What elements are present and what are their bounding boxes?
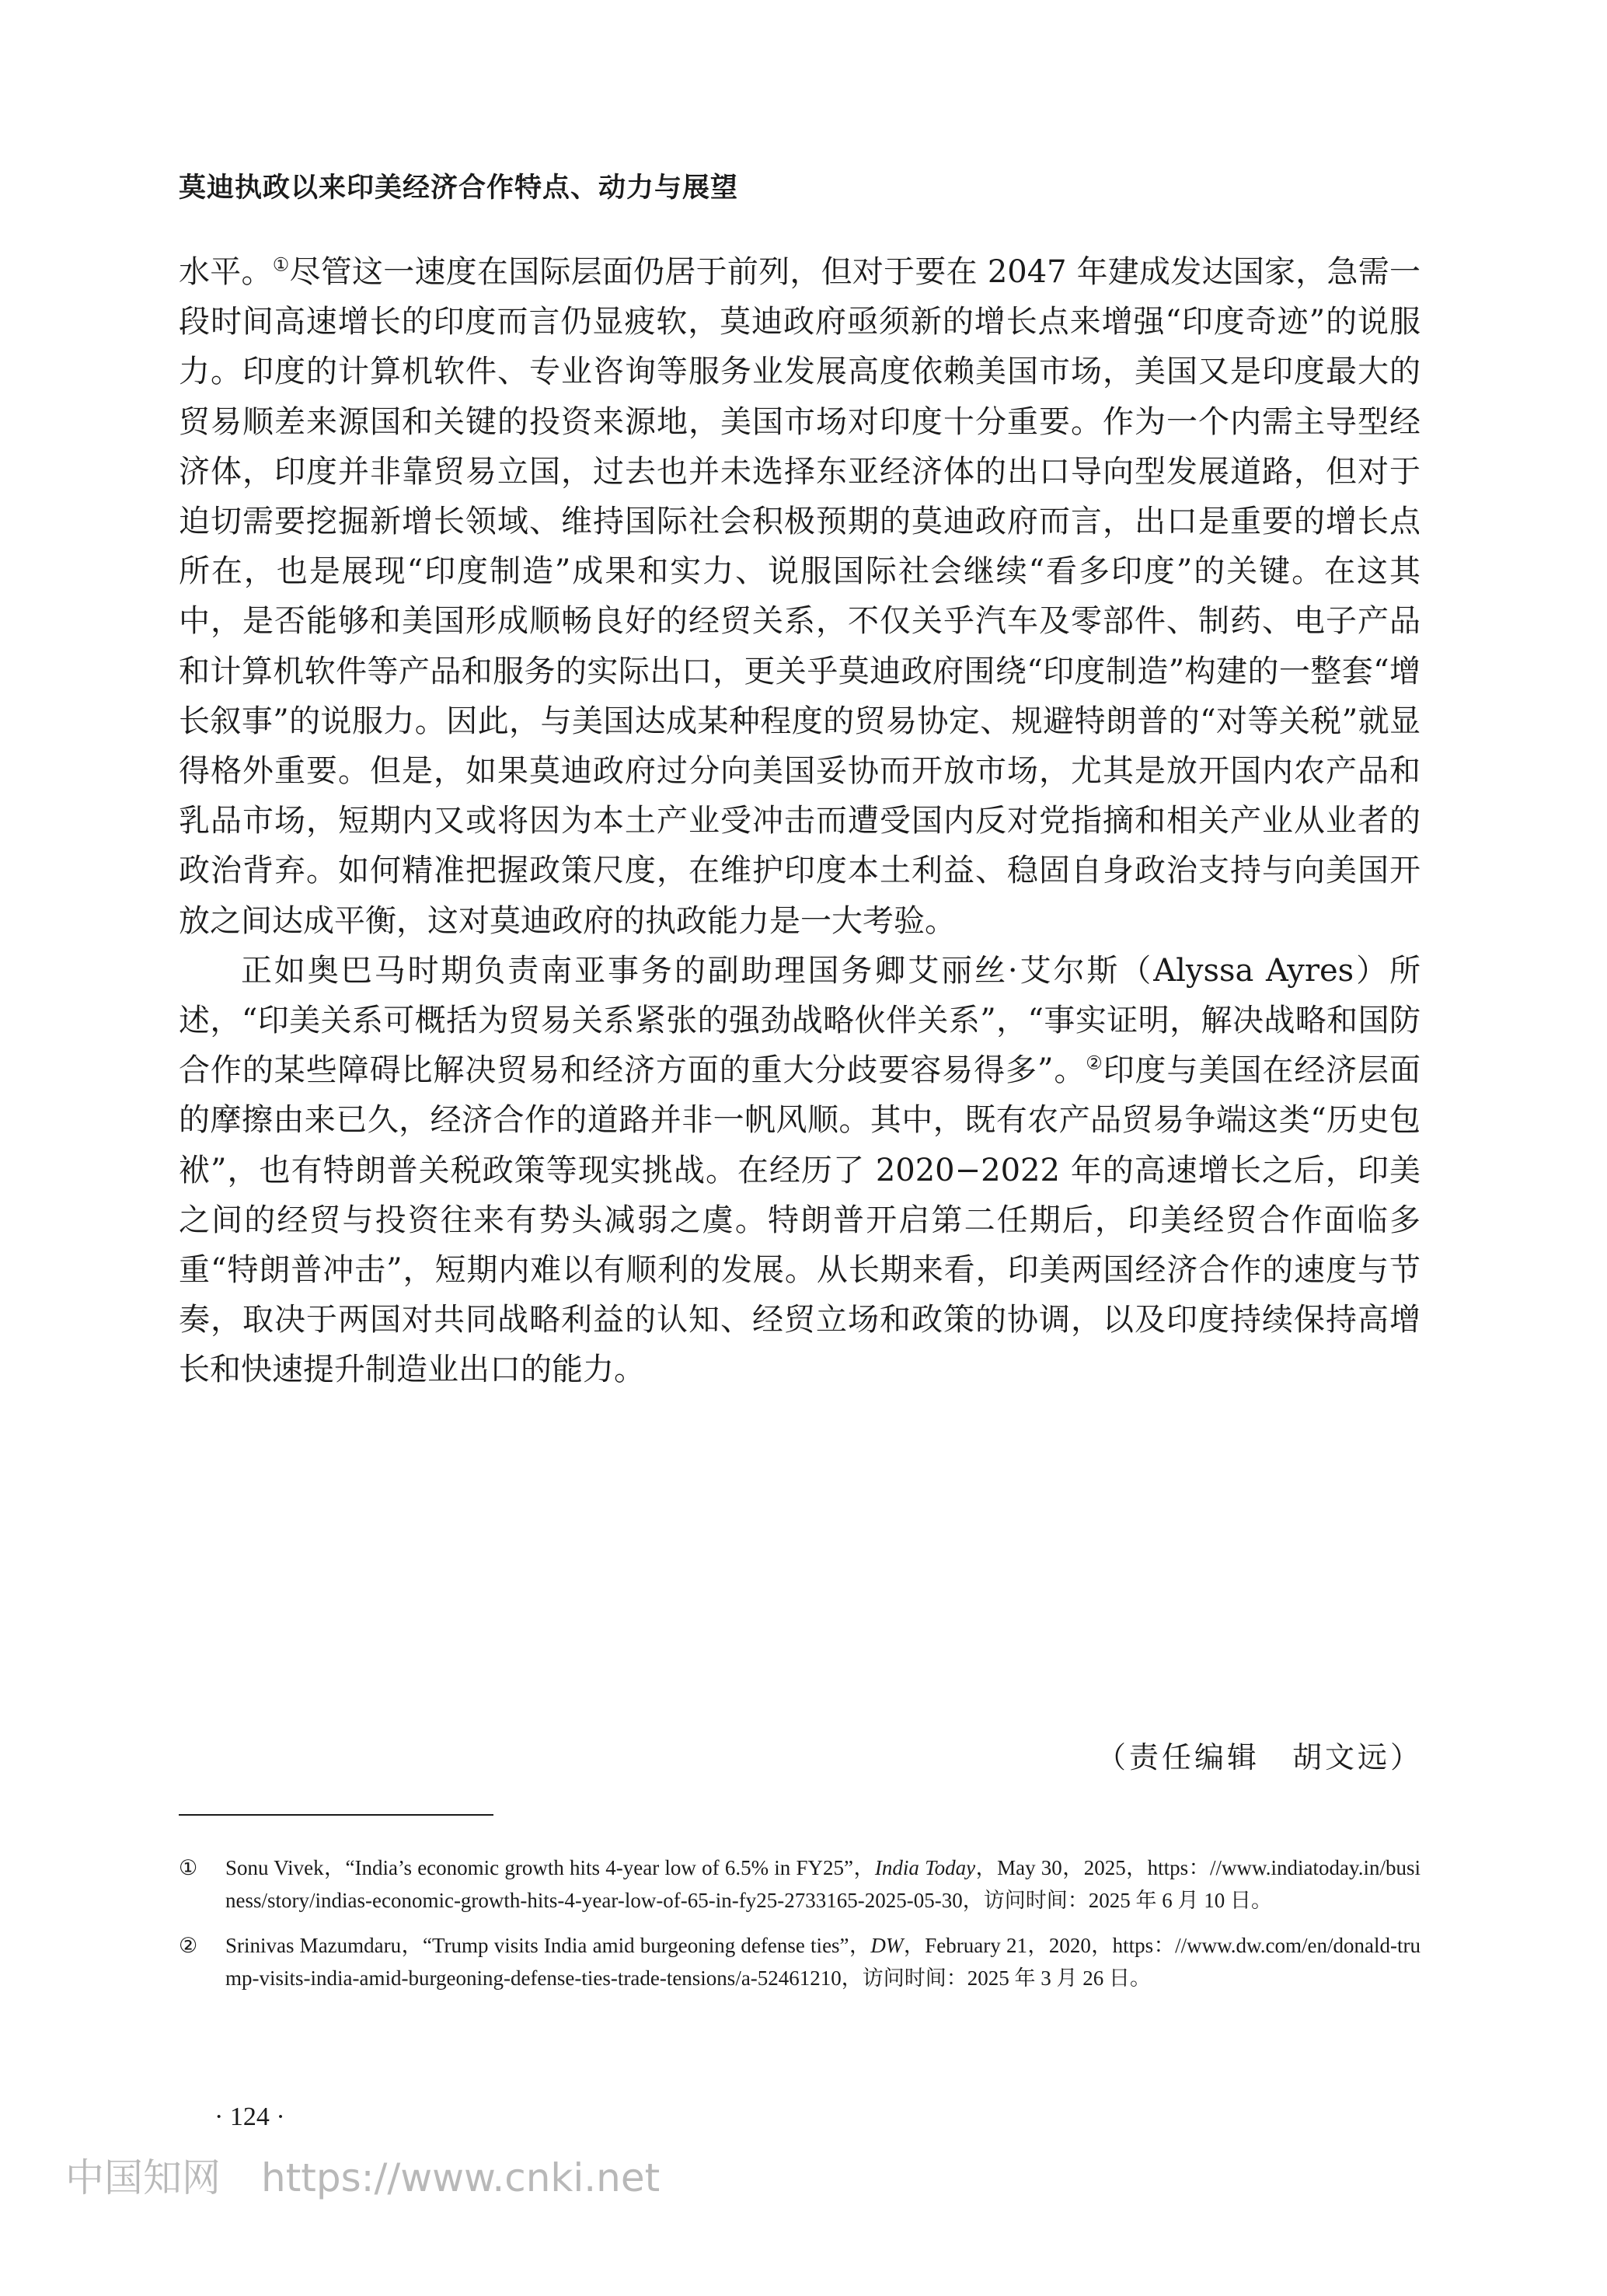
footnote-marker: ② <box>179 1934 198 1957</box>
footnote-ref-1[interactable]: ① <box>272 253 290 276</box>
footnote-link-text[interactable]: ，February 21，2020，https：//www.dw.com/en/donald-trump-visits-india-amid-burgeoning-defense-ties-trade-tensions/a-52461210，访问时间：2025 年 3 月 26 日。 <box>225 1934 1421 1990</box>
running-header-title: 莫迪执政以来印美经济合作特点、动力与展望 <box>179 173 739 204</box>
footnote-citation: Srinivas Mazumdaru，“Trump visits India amid burgeoning defense ties”， <box>225 1934 871 1957</box>
footnote-source-title: DW <box>870 1934 904 1957</box>
page-number: · 124 · <box>214 2102 285 2131</box>
footnote-ref-2[interactable]: ② <box>1086 1052 1103 1074</box>
footnote-text <box>225 1851 1421 1917</box>
footnote-marker: ① <box>179 1856 198 1879</box>
footnote-citation: Sonu Vivek，“India’s economic growth hits 4-year low of 6.5% in FY25”， <box>225 1856 875 1879</box>
watermark <box>65 2147 660 2203</box>
paragraph-1-lead: 水平。 <box>179 254 273 290</box>
footnote-text <box>225 1929 1421 1994</box>
footnotes <box>179 1851 1421 2007</box>
footnote-2 <box>179 1929 1421 1994</box>
watermark-site-name: 中国知网 <box>65 2155 221 2200</box>
watermark-url[interactable]: https://www.cnki.net <box>261 2155 661 2200</box>
paragraph-2-text: 印度与美国在经济层面的摩擦由来已久，经济合作的道路并非一帆风顺。其中，既有农产品贸易争端这类“历史包袱”，也有特朗普关税政策等现实挑战。在经历了 2020−2022 年的高速增长之后，印美之间的经贸与投资往来有势头减弱之虞。特朗普开启第二任期后，印美经贸合作面临多重“特朗普冲击”，短期内难以有顺利的发展。从长期来看，印美两国经济合作的速度与节奏，取决于两国对共同战略利益的认知、经贸立场和政策的协调，以及印度持续保持高增长和快速提升制造业出口的能力。 <box>179 1052 1421 1388</box>
footnote-link-text[interactable]: ，May 30，2025，https：//www.indiatoday.in/business/story/indias-economic-growth-hits-4-year-low-of-65-in-fy25-2733165-2025-05-30，访问时间：2025 年 6 月 10 日。 <box>225 1856 1421 1912</box>
paragraph-2-lead: 正如奥巴马时期负责南亚事务的副助理国务卿艾丽丝·艾尔斯（Alyssa Ayres）所述，“印美关系可概括为贸易关系紧张的强劲战略伙伴关系”，“事实证明，解决战略和国防合作的某些障碍比解决贸易和经济方面的重大分歧要容易得多”。 <box>179 952 1421 1089</box>
paragraph-1-text: 尽管这一速度在国际层面仍居于前列，但对于要在 2047 年建成发达国家，急需一段时间高速增长的印度而言仍显疲软，莫迪政府亟须新的增长点来增强“印度奇迹”的说服力。印度的计算机软件、专业咨询等服务业发展高度依赖美国市场，美国又是印度最大的贸易顺差来源国和关键的投资来源地，美国市场对印度十分重要。作为一个内需主导型经济体，印度并非靠贸易立国，过去也并未选择东亚经济体的出口导向型发展道路，但对于迫切需要挖掘新增长领域、维持国际社会积极预期的莫迪政府而言，出口是重要的增长点所在，也是展现“印度制造”成果和实力、说服国际社会继续“看多印度”的关键。在这其中，是否能够和美国形成顺畅良好的经贸关系，不仅关乎汽车及零部件、制药、电子产品和计算机软件等产品和服务的实际出口，更关乎莫迪政府围绕“印度制造”构建的一整套“增长叙事”的说服力。因此，与美国达成某种程度的贸易协定、规避特朗普的“对等关税”就显得格外重要。但是，如果莫迪政府过分向美国妥协而开放市场，尤其是放开国内农产品和乳品市场，短期内又或将因为本土产业受冲击而遭受国内反对党指摘和相关产业从业者的政治背弃。如何精准把握政策尺度，在维护印度本土利益、稳固自身政治支持与向美国开放之间达成平衡，这对莫迪政府的执政能力是一大考验。 <box>179 254 1421 939</box>
footnote-divider <box>179 1814 493 1816</box>
article-body <box>179 247 1421 1395</box>
editor-credit: （责任编辑 胡文远） <box>1096 1740 1423 1774</box>
footnote-source-title: India Today <box>874 1856 976 1879</box>
body-paragraph-2 <box>179 946 1421 1395</box>
body-paragraph-1 <box>179 247 1421 946</box>
footnote-1 <box>179 1851 1421 1917</box>
